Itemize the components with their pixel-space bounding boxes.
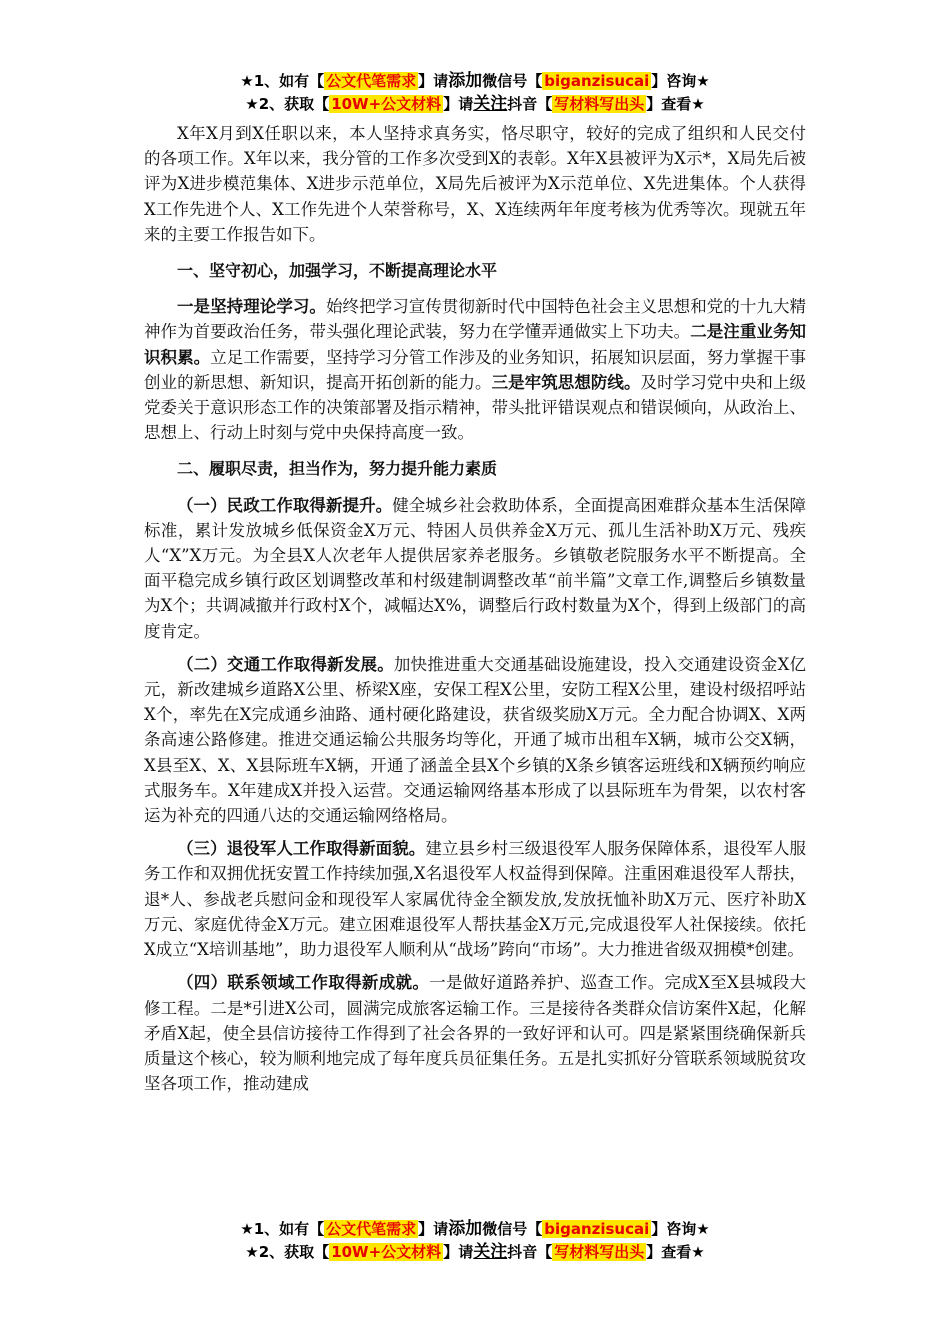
banner-text: 】咨询★	[651, 72, 710, 90]
subsection-text: 一是做好道路养护、巡查工作。完成X至X县城段大修工程。二是*引进X公司，圆满完成旅客运输工作。三是接待各类群众信访案件X起，化解矛盾X起，使全县信访接待工作得到了社会各界的一致好评和认可。四是紧紧围绕确保新兵质量这个核心，较为顺利地完成了每年度兵员征集任务。五是扎实抓好分管联系领域脱贫攻坚各项工作，推动建成	[144, 973, 807, 1094]
point-title: 二是注重业务知识积累。	[144, 322, 807, 367]
top-banner	[0, 70, 950, 116]
banner-emphasis: 关注	[473, 1242, 508, 1262]
banner-emphasis: 关注	[473, 94, 508, 114]
banner-line-1	[0, 70, 950, 93]
banner-text: 】请	[443, 95, 474, 113]
point-text: 始终把学习宣传贯彻新时代中国特色社会主义思想和党的十九大精神作为首要政治任务，带头强化理论武装，努力在学懂弄通做实上下功夫。	[144, 297, 807, 342]
point-title: 一是坚持理论学习。	[177, 297, 326, 317]
banner-highlight: 10W+公文材料	[331, 95, 442, 113]
banner-text: 抖音【	[507, 95, 553, 113]
banner-text: ★1、如有【	[240, 72, 325, 90]
banner-line-1	[0, 1218, 950, 1241]
banner-text: ★2、获取【	[245, 95, 330, 113]
subsection-text: 健全城乡社会救助体系，全面提高困难群众基本生活保障标准，累计发放城乡低保资金X万元、特困人员供养金X万元、孤儿生活补助X万元、残疾人“X”X万元。为全县X人次老年人提供居家养老服务。乡镇敬老院服务水平不断提高。全面平稳完成乡镇行政区划调整改革和村级建制调整改革“前半篇”文章工作,调整后乡镇数量为X个；共调减撤并行政村X个，减幅达X%，调整后行政村数量为X个，得到上级部门的高度肯定。	[144, 495, 807, 641]
liaison-paragraph	[144, 970, 806, 1096]
bottom-banner	[0, 1218, 950, 1264]
subsection-title: （二）交通工作取得新发展。	[177, 654, 394, 674]
section-1-paragraph	[144, 294, 806, 445]
banner-highlight: 10W+公文材料	[331, 1243, 442, 1261]
banner-text: 】请	[418, 1220, 449, 1238]
banner-text: 】查看★	[646, 95, 705, 113]
veterans-paragraph	[144, 836, 806, 962]
banner-text: 】咨询★	[651, 1220, 710, 1238]
banner-text: 抖音【	[507, 1243, 553, 1261]
point-title: 三是牢筑思想防线。	[491, 372, 641, 392]
section-heading-1: 一、坚守初心，加强学习，不断提高理论水平	[177, 261, 498, 281]
banner-wechat-id: biganzisucai	[544, 72, 650, 90]
section-heading-2: 二、履职尽责，担当作为，努力提升能力素质	[177, 459, 498, 479]
point-text: 立足工作需要，坚持学习分管工作涉及的业务知识，拓展知识层面，努力掌握干事创业的新思想、新知识，提高开拓创新的能力。	[144, 347, 807, 392]
banner-douyin-id: 写材料写出头	[554, 95, 645, 113]
banner-text: 微信号【	[482, 72, 543, 90]
banner-highlight: 公文代笔需求	[326, 1220, 417, 1238]
subsection-text: 建立县乡村三级退役军人服务保障体系，退役军人服务工作和双拥优抚安置工作持续加强,X名退役军人权益得到保障。注重困难退役军人帮扶，退*人、参战老兵慰问金和现役军人家属优待金全额发放,发放抚恤补助X万元、医疗补助X万元、家庭优待金X万元。建立困难退役军人帮扶基金X万元,完成退役军人社保接续。依托X成立“X培训基地”，助力退役军人顺利从“战场”跨向“市场”。大力推进省级双拥模*创建。	[144, 839, 807, 960]
subsection-title: （四）联系领域工作取得新成就。	[177, 973, 430, 993]
point-text: 及时学习党中央和上级党委关于意识形态工作的决策部署及指示精神，带头批评错误观点和错误倾向，从政治上、思想上、行动上时刻与党中央保持高度一致。	[144, 372, 807, 443]
banner-text: ★1、如有【	[240, 1220, 325, 1238]
banner-line-2	[0, 93, 950, 116]
banner-text: 】请	[443, 1243, 474, 1261]
document-body	[144, 121, 806, 1096]
banner-wechat-id: biganzisucai	[544, 1220, 650, 1238]
intro-paragraph: X年X月到X任职以来，本人坚持求真务实，恪尽职守，较好的完成了组织和人民交付的各项工作。X年以来，我分管的工作多次受到X的表彰。X年X县被评为X示*，X局先后被评为X进步模范集体、X进步示范单位，X局先后被评为X示范单位、X先进集体。个人获得X工作先进个人、X工作先进个人荣誉称号，X、X连续两年年度考核为优秀等次。现就五年来的主要工作报告如下。	[144, 124, 806, 244]
subsection-title: （一）民政工作取得新提升。	[177, 495, 393, 515]
subsection-title: （三）退役军人工作取得新面貌。	[177, 839, 426, 859]
transport-paragraph	[144, 652, 806, 828]
banner-text: 】查看★	[646, 1243, 705, 1261]
civil-affairs-paragraph	[144, 493, 806, 644]
banner-line-2	[0, 1241, 950, 1264]
banner-text: 】请	[418, 72, 449, 90]
subsection-text: 加快推进重大交通基础设施建设，投入交通建设资金X亿元，新改建城乡道路X公里、桥梁X座，安保工程X公里，安防工程X公里，建设村级招呼站X个，率先在X完成通乡油路、通村硬化路建设，获省级奖励X万元。全力配合协调X、X两条高速公路修建。推进交通运输公共服务均等化，开通了城市出租车X辆，城市公交X辆，X县至X、X、X县际班车X辆，开通了涵盖全县X个乡镇的X条乡镇客运班线和X辆预约响应式服务车。X年建成X并投入运营。交通运输网络基本形成了以县际班车为骨架，以农村客运为补充的四通八达的交通运输网络格局。	[144, 654, 807, 826]
banner-text: 微信号【	[482, 1220, 543, 1238]
banner-text: ★2、获取【	[245, 1243, 330, 1261]
banner-douyin-id: 写材料写出头	[554, 1243, 645, 1261]
banner-emphasis: 添加	[448, 71, 483, 91]
banner-emphasis: 添加	[448, 1219, 483, 1239]
banner-highlight: 公文代笔需求	[326, 72, 417, 90]
